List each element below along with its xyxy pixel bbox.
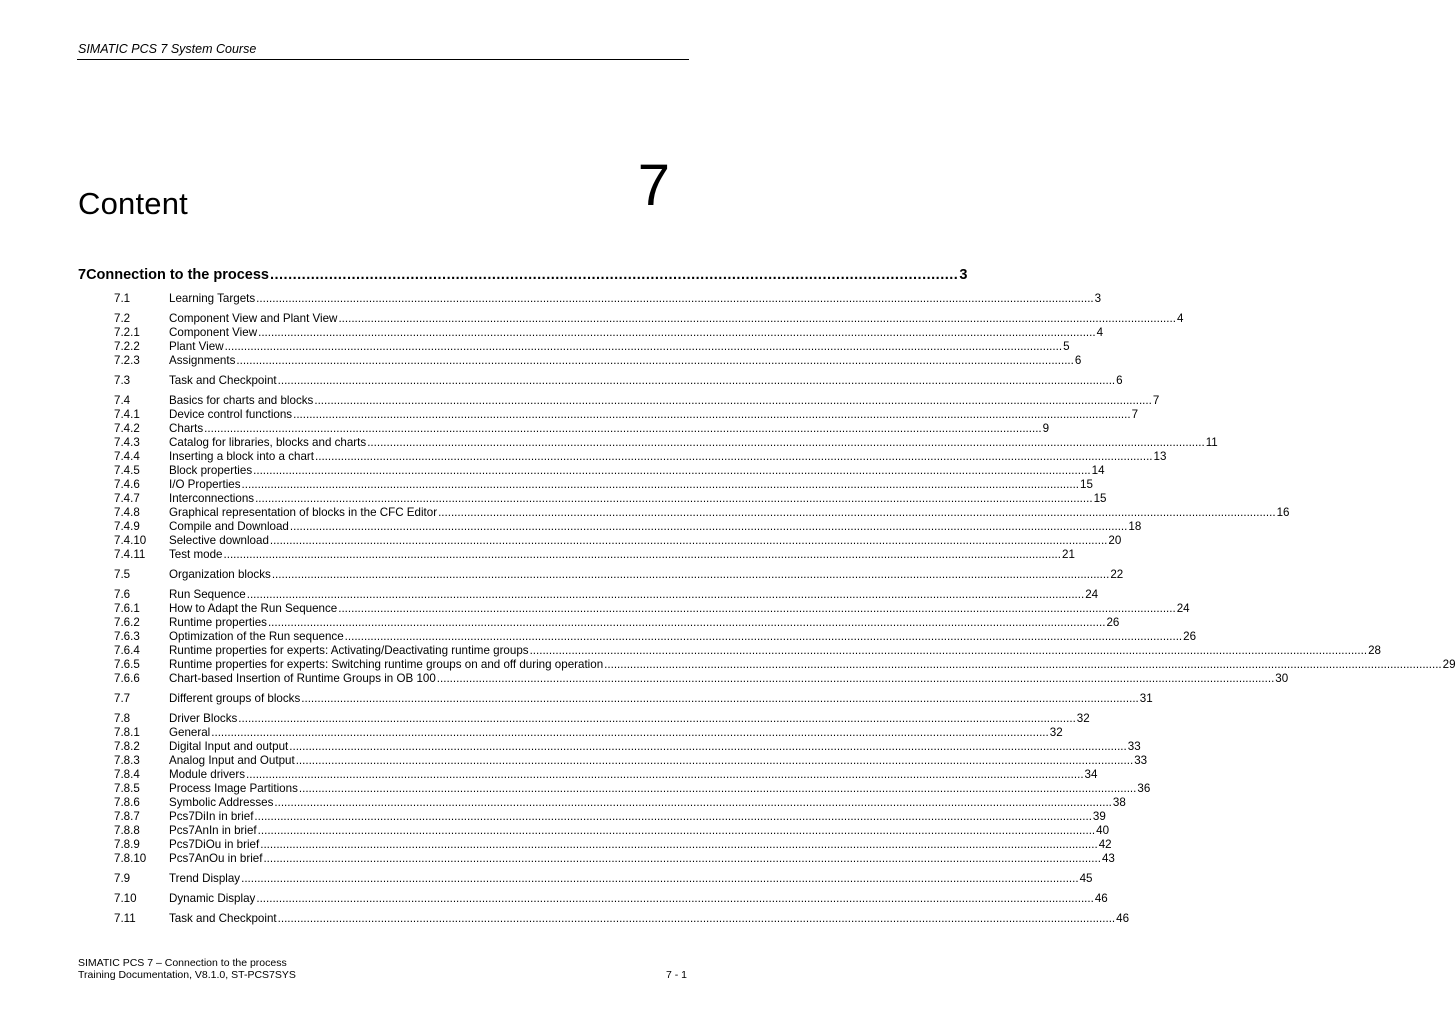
toc-entry-page: 11 <box>1205 436 1218 449</box>
toc-entry-title: Plant View <box>169 340 224 353</box>
toc-entry-title: Component View <box>169 326 258 339</box>
toc-entry[interactable] <box>78 852 1115 866</box>
toc-entry-number: 7.4.8 <box>114 506 140 519</box>
toc-entry-page: 26 <box>1106 616 1120 629</box>
toc-group <box>78 374 1123 388</box>
toc-entry-title: Catalog for libraries, blocks and charts <box>169 436 367 449</box>
toc-entry[interactable] <box>78 312 1184 326</box>
toc-leader-dots: .................................................................................................................................................................................................................................................................... <box>293 408 1131 421</box>
toc-entry-number: 7.4.2 <box>114 422 140 435</box>
toc-entry-page: 31 <box>1139 692 1153 705</box>
toc-leader-dots: .................................................................................................................................................................................................................................................................... <box>238 712 1076 725</box>
toc-entry[interactable] <box>78 520 1142 534</box>
toc-leader-dots: .................................................................................................................................................................................................................................................................... <box>289 520 1128 533</box>
toc-entry-page: 42 <box>1098 838 1112 851</box>
toc-leader-dots: .................................................................................................................................................................................................................................................................... <box>277 374 1116 387</box>
toc-leader-dots: .................................................................................................................................................................................................................................................................... <box>344 630 1183 643</box>
toc-entry-title: Learning Targets <box>169 292 256 305</box>
toc-group <box>78 892 1108 906</box>
table-of-contents <box>78 267 1456 926</box>
toc-entry[interactable] <box>78 408 1139 422</box>
toc-entry[interactable] <box>78 422 1050 436</box>
toc-entry[interactable] <box>78 644 1381 658</box>
toc-leader-dots: .................................................................................................................................................................................................................................................................... <box>314 394 1152 407</box>
toc-entry-number: 7.4.9 <box>114 520 140 533</box>
toc-entry-title: Selective download <box>169 534 269 547</box>
toc-entry-title: Graphical representation of blocks in the CFC Editor <box>169 506 438 519</box>
toc-entry-number: 7.2.1 <box>114 326 140 339</box>
toc-entry-title: Test mode <box>169 548 223 561</box>
toc-entry[interactable] <box>78 602 1190 616</box>
toc-entry[interactable] <box>78 534 1122 548</box>
toc-entry-title: Module drivers <box>169 768 246 781</box>
toc-entry[interactable] <box>78 838 1112 852</box>
toc-entry-page: 13 <box>1153 450 1167 463</box>
toc-entry-number: 7.8.10 <box>114 852 147 865</box>
toc-entry-number: 7.6 <box>114 588 131 601</box>
toc-leader-dots: .................................................................................................................................................................................................................................................................... <box>289 740 1127 753</box>
toc-entry-page: 26 <box>1183 630 1197 643</box>
toc-entry-page: 6 <box>1116 374 1123 387</box>
toc-entry-number: 7.4.10 <box>114 534 147 547</box>
toc-entry-page: 32 <box>1049 726 1063 739</box>
toc-entry-page: 38 <box>1112 796 1126 809</box>
toc-chapter-number: 7 <box>78 267 87 283</box>
toc-entry-page: 7 <box>1131 408 1139 421</box>
toc-leader-dots: .................................................................................................................................................................................................................................................................... <box>436 672 1275 685</box>
toc-leader-dots: .................................................................................................................................................................................................................................................................... <box>267 616 1106 629</box>
toc-entry-title: Driver Blocks <box>169 712 238 725</box>
toc-entry[interactable] <box>78 672 1289 686</box>
toc-leader-dots: .................................................................................................................................................................................................................................................................... <box>367 436 1205 449</box>
toc-entry-page: 4 <box>1176 312 1184 325</box>
toc-entry-title: General <box>169 726 211 739</box>
toc-group <box>78 912 1130 926</box>
toc-entry[interactable] <box>78 326 1104 340</box>
toc-entry-title: Runtime properties <box>169 616 267 629</box>
toc-entry-number: 7.11 <box>114 912 136 925</box>
toc-entry[interactable] <box>78 810 1106 824</box>
toc-entry-page: 33 <box>1127 740 1141 753</box>
toc-entry-title: Charts <box>169 422 204 435</box>
toc-entry[interactable] <box>78 692 1153 706</box>
toc-group <box>78 292 1102 306</box>
toc-group <box>78 712 1151 866</box>
chapter-number: 7 <box>637 153 670 218</box>
footer-line-2: Training Documentation, V8.1.0, ST-PCS7SYS <box>78 969 296 981</box>
toc-chapter-entry[interactable] <box>78 267 968 287</box>
toc-entry-title: Interconnections <box>169 492 255 505</box>
toc-group <box>78 872 1093 886</box>
toc-entry[interactable] <box>78 374 1123 388</box>
toc-entry-number: 7.2.3 <box>114 354 140 367</box>
toc-entry[interactable] <box>78 768 1098 782</box>
toc-entry-number: 7.6.2 <box>114 616 140 629</box>
toc-entry[interactable] <box>78 872 1093 886</box>
toc-group <box>78 588 1456 686</box>
toc-entry-title: Pcs7AnIn in brief <box>169 824 257 837</box>
toc-entry[interactable] <box>78 354 1082 368</box>
toc-entry-page: 16 <box>1276 506 1290 519</box>
toc-entry-page: 21 <box>1062 548 1075 561</box>
toc-entry-number: 7.4.3 <box>114 436 140 449</box>
toc-leader-dots: .................................................................................................................................................................................................................................................................... <box>257 824 1096 837</box>
toc-entry-title: Compile and Download <box>169 520 289 533</box>
toc-entry-number: 7.4.5 <box>114 464 140 477</box>
toc-entry-number: 7.8.4 <box>114 768 140 781</box>
toc-entry-title: Organization blocks <box>169 568 271 581</box>
toc-leader-dots: .................................................................................................................................................................................................................................................................... <box>256 892 1094 905</box>
toc-entry[interactable] <box>78 740 1141 754</box>
toc-leader-dots: .................................................................................................................................................................................................................................................................... <box>241 478 1080 491</box>
toc-entry-page: 15 <box>1093 492 1107 505</box>
toc-entry-number: 7.2.2 <box>114 340 140 353</box>
toc-entry[interactable] <box>78 824 1110 838</box>
toc-entry-title: Runtime properties for experts: Activating/Deactivating runtime groups <box>169 644 529 657</box>
toc-entry-number: 7.1 <box>114 292 131 305</box>
toc-entry-title: Component View and Plant View <box>169 312 338 325</box>
page-title: Content <box>78 186 188 221</box>
toc-entry[interactable] <box>78 892 1108 906</box>
toc-leader-dots: .................................................................................................................................................................................................................................................................... <box>236 354 1074 367</box>
toc-entry-page: 22 <box>1110 568 1124 581</box>
toc-entry-number: 7.3 <box>114 374 131 387</box>
toc-leader-dots: .................................................................................................................................................................................................................................................................... <box>260 838 1098 851</box>
toc-leader-dots: .................................................................................................................................................................................................................................................................... <box>604 658 1442 671</box>
toc-entry-title: Pcs7DiOu in brief <box>169 838 260 851</box>
toc-entry-title: Trend Display <box>169 872 241 885</box>
toc-leader-dots: .................................................................................................................................................................................................................................................................... <box>529 644 1368 657</box>
toc-entry[interactable] <box>78 478 1093 492</box>
toc-entry-page: 14 <box>1091 464 1105 477</box>
toc-entry-number: 7.9 <box>114 872 131 885</box>
toc-leader-dots: .................................................................................................................................................................................................................................................................... <box>269 534 1108 547</box>
toc-leader-dots: .................................................................................................................................................................................................................................................................... <box>211 726 1049 739</box>
toc-leader-dots: .................................................................................................................................................................................................................................................................... <box>254 810 1092 823</box>
toc-entry-number: 7.8.9 <box>114 838 140 851</box>
toc-entry-page: 29 <box>1442 658 1456 671</box>
toc-entry[interactable] <box>78 548 1075 562</box>
toc-entry-number: 7.4.6 <box>114 478 140 491</box>
toc-entry[interactable] <box>78 726 1063 740</box>
toc-entry-number: 7.5 <box>114 568 131 581</box>
toc-entry-page: 28 <box>1368 644 1381 657</box>
toc-sections <box>78 292 1456 926</box>
toc-entry-number: 7.8.5 <box>114 782 140 795</box>
toc-chapter-page: 3 <box>959 267 968 283</box>
toc-entry-title: Basics for charts and blocks <box>169 394 314 407</box>
toc-entry-title: Task and Checkpoint <box>169 374 277 387</box>
toc-entry-page: 7 <box>1152 394 1160 407</box>
toc-entry-title: Optimization of the Run sequence <box>169 630 344 643</box>
toc-entry[interactable] <box>78 506 1290 520</box>
toc-entry[interactable] <box>78 630 1197 644</box>
toc-entry-number: 7.7 <box>114 692 131 705</box>
toc-entry-number: 7.8.2 <box>114 740 140 753</box>
toc-leader-dots: .................................................................................................................................................................................................................................................................... <box>271 568 1110 581</box>
toc-entry-number: 7.4.4 <box>114 450 140 463</box>
toc-entry[interactable] <box>78 754 1148 768</box>
toc-entry[interactable] <box>78 658 1456 672</box>
toc-entry[interactable] <box>78 782 1151 796</box>
toc-entry-number: 7.8 <box>114 712 131 725</box>
toc-entry[interactable] <box>78 588 1099 602</box>
toc-entry-title: Pcs7DiIn in brief <box>169 810 254 823</box>
toc-group <box>78 394 1290 562</box>
toc-entry-title: Different groups of blocks <box>169 692 301 705</box>
toc-entry-page: 30 <box>1275 672 1289 685</box>
toc-entry-title: How to Adapt the Run Sequence <box>169 602 338 615</box>
toc-entry-page: 9 <box>1042 422 1050 435</box>
toc-entry[interactable] <box>78 912 1130 926</box>
toc-group <box>78 312 1184 368</box>
toc-entry-number: 7.10 <box>114 892 137 905</box>
footer <box>78 957 296 981</box>
toc-entry-title: Block properties <box>169 464 253 477</box>
toc-entry-number: 7.6.6 <box>114 672 140 685</box>
toc-entry-page: 4 <box>1096 326 1104 339</box>
toc-entry-number: 7.4.7 <box>114 492 140 505</box>
toc-entry-title: Digital Input and output <box>169 740 289 753</box>
toc-leader-dots: .................................................................................................................................................................................................................................................................... <box>223 548 1061 561</box>
toc-leader-dots: .................................................................................................................................................................................................................................................................... <box>246 588 1085 601</box>
toc-leader-dots: .................................................................................................................................................................................................................................................................... <box>258 326 1096 339</box>
toc-entry-page: 39 <box>1092 810 1106 823</box>
toc-entry[interactable] <box>78 292 1102 306</box>
toc-entry-title: Process Image Partitions <box>169 782 298 795</box>
toc-entry-page: 33 <box>1134 754 1148 767</box>
toc-entry-number: 7.8.3 <box>114 754 140 767</box>
toc-entry-title: Symbolic Addresses <box>169 796 274 809</box>
toc-entry-title: Chart-based Insertion of Runtime Groups in OB 100 <box>169 672 436 685</box>
toc-entry-number: 7.8.7 <box>114 810 140 823</box>
toc-group <box>78 568 1124 582</box>
toc-entry[interactable] <box>78 394 1160 408</box>
toc-entry-number: 7.4.11 <box>114 548 146 561</box>
toc-entry-number: 7.4 <box>114 394 131 407</box>
toc-leader-dots: .................................................................................................................................................................................................................................................................... <box>338 602 1176 615</box>
toc-entry-number: 7.8.6 <box>114 796 140 809</box>
toc-leader-dots: ........................................................................................................................................................ <box>269 267 959 283</box>
toc-entry-number: 7.8.8 <box>114 824 140 837</box>
toc-entry-title: Inserting a block into a chart <box>169 450 315 463</box>
footer-line-1: SIMATIC PCS 7 – Connection to the process <box>78 957 287 969</box>
toc-group <box>78 692 1153 706</box>
toc-entry-title: Dynamic Display <box>169 892 256 905</box>
toc-entry-number: 7.6.1 <box>114 602 140 615</box>
toc-leader-dots: .................................................................................................................................................................................................................................................................... <box>338 312 1176 325</box>
toc-entry-page: 43 <box>1101 852 1115 865</box>
toc-entry-title: Runtime properties for experts: Switching runtime groups on and off during operation <box>169 658 604 671</box>
toc-entry-page: 6 <box>1074 354 1082 367</box>
toc-leader-dots: .................................................................................................................................................................................................................................................................... <box>255 492 1093 505</box>
toc-leader-dots: .................................................................................................................................................................................................................................................................... <box>315 450 1153 463</box>
toc-entry-number: 7.4.1 <box>114 408 140 421</box>
toc-entry[interactable] <box>78 464 1105 478</box>
toc-entry[interactable] <box>78 450 1167 464</box>
toc-entry-page: 24 <box>1085 588 1099 601</box>
toc-entry[interactable] <box>78 796 1126 810</box>
toc-entry-number: 7.2 <box>114 312 131 325</box>
toc-leader-dots: .................................................................................................................................................................................................................................................................... <box>274 796 1112 809</box>
toc-entry-title: Pcs7AnOu in brief <box>169 852 263 865</box>
toc-entry[interactable] <box>78 568 1124 582</box>
toc-entry[interactable] <box>78 616 1120 630</box>
toc-entry-number: 7.6.4 <box>114 644 140 657</box>
toc-entry-title: I/O Properties <box>169 478 241 491</box>
toc-entry-page: 40 <box>1096 824 1110 837</box>
toc-entry-title: Device control functions <box>169 408 293 421</box>
toc-leader-dots: .................................................................................................................................................................................................................................................................... <box>295 754 1134 767</box>
toc-entry-title: Analog Input and Output <box>169 754 295 767</box>
toc-entry-number: 7.6.3 <box>114 630 140 643</box>
toc-leader-dots: .................................................................................................................................................................................................................................................................... <box>253 464 1091 477</box>
toc-entry-title: Task and Checkpoint <box>169 912 277 925</box>
toc-entry[interactable] <box>78 492 1107 506</box>
toc-entry-page: 3 <box>1094 292 1102 305</box>
toc-leader-dots: .................................................................................................................................................................................................................................................................... <box>438 506 1276 519</box>
toc-entry-page: 15 <box>1080 478 1093 491</box>
toc-entry-number: 7.6.5 <box>114 658 140 671</box>
toc-entry-page: 46 <box>1094 892 1108 905</box>
toc-leader-dots: .................................................................................................................................................................................................................................................................... <box>277 912 1116 925</box>
toc-entry-page: 36 <box>1137 782 1151 795</box>
toc-entry-page: 5 <box>1063 340 1070 353</box>
toc-entry-page: 45 <box>1079 872 1093 885</box>
header-rule <box>77 59 689 60</box>
toc-entry-number: 7.8.1 <box>114 726 140 739</box>
toc-leader-dots: .................................................................................................................................................................................................................................................................... <box>204 422 1042 435</box>
toc-leader-dots: .................................................................................................................................................................................................................................................................... <box>298 782 1137 795</box>
toc-leader-dots: .................................................................................................................................................................................................................................................................... <box>301 692 1139 705</box>
toc-entry-page: 24 <box>1176 602 1190 615</box>
toc-entry-page: 34 <box>1084 768 1098 781</box>
footer-page-number: 7 - 1 <box>665 969 687 981</box>
toc-entry-page: 46 <box>1116 912 1130 925</box>
toc-entry-page: 32 <box>1076 712 1090 725</box>
toc-chapter-title: Connection to the process <box>86 267 269 283</box>
toc-entry-page: 18 <box>1128 520 1142 533</box>
toc-entry-page: 20 <box>1108 534 1122 547</box>
toc-leader-dots: .................................................................................................................................................................................................................................................................... <box>241 872 1079 885</box>
running-header: SIMATIC PCS 7 System Course <box>78 42 257 56</box>
toc-leader-dots: .................................................................................................................................................................................................................................................................... <box>256 292 1094 305</box>
toc-leader-dots: .................................................................................................................................................................................................................................................................... <box>246 768 1084 781</box>
toc-entry-title: Run Sequence <box>169 588 246 601</box>
toc-leader-dots: .................................................................................................................................................................................................................................................................... <box>224 340 1063 353</box>
toc-entry-title: Assignments <box>169 354 236 367</box>
toc-entry[interactable] <box>78 712 1090 726</box>
toc-entry[interactable] <box>78 340 1070 354</box>
toc-leader-dots: .................................................................................................................................................................................................................................................................... <box>263 852 1101 865</box>
toc-entry[interactable] <box>78 436 1218 450</box>
